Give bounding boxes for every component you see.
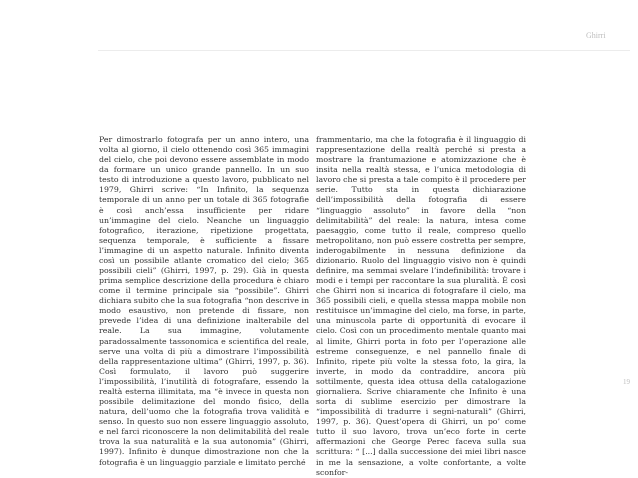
text-column-right: frammentario, ma che la fotografia è il linguaggio di rappresentazione della realtà perché si presta a mostrare la frantumazione e atomizzazione che è insita nella realtà stessa, e l’unica metodologia di lavoro che si presta a tale compito è il procedere per serie. Tutto sta in questa dichiarazione dell’impossibilità della fotografia di essere “linguaggio assoluto” in favore della “non delimitabilità” del reale: la natura, intesa come paesaggio, come tutto il reale, compreso quello metropolitano, non può essere costretta per sempre, inderogabilmente in nessuna definizione da dizionario. Ruolo del linguaggio visivo non è quindi definire, ma semmai svelare l’indefinibilità: trovare i modi e i tempi per raccontare la sua pluralità. È così che Ghirri non si incarica di fotografare il cielo, ma 365 possibili cieli, e quella stessa mappa mobile non restituisce un’immagine del cielo, ma forse, in parte, una minuscola parte di opportunità di evocare il cielo. Così con un procedimento mentale quanto mai al limite, Ghirri porta in foto per l’operazione alle estreme conseguenze, e nel pannello finale di Infinito, ripete più volte la stessa foto, la gira, la inverte, in modo da contraddire, ancora più sottilmente, questa idea ottusa della catalogazione giornaliera. Scrive chiaramente che Infinito è una sorta di sublime esercizio per dimostrare la “impossibilità di tradurre i segni-naturali” (Ghirri, 1997, p. 36). Quest’opera di Ghirri, un po’ come tutto il suo lavoro, trova un’eco forte in certe affermazioni che George Perec faceva sulla sua scrittura: “ [...] dalla successione dei miei libri nasce in me la sensazione, a volte confortante, a volte sconfor- [316, 135, 526, 477]
page-number: 19 [623, 378, 630, 386]
header-divider [98, 50, 630, 51]
text-column-left: Per dimostrarlo fotografa per un anno intero, una volta al giorno, il cielo ottenendo così 365 immagini del cielo, che poi devono essere assemblate in modo da formare un unico grande pannello. In un suo testo di introduzione a questo lavoro, pubblicato nel 1979, Ghirri scrive: “In Infinito, la sequenza temporale di un anno per un totale di 365 fotografie è così anch’essa insufficiente per ridare un’immagine del cielo. Neanche un linguaggio fotografico, iterazione, ripetizione progettata, sequenza temporale, è sufficiente a fissare l’immagine di un aspetto naturale. Infinito diventa così un possibile atlante cromatico del cielo; 365 possibili cieli” (Ghirri, 1997, p. 29). Già in questa prima semplice descrizione della procedura è chiaro come il termine principale sia “possibile”. Ghirri dichiara subito che la sua fotografia “non descrive in modo esaustivo, non pretende di fissare, non prevede l’idea di una definizione inalterabile del reale. La sua immagine, volutamente paradossalmente tassonomica e scientifica del reale, serve una volta di più a dimostrare l’impossibilità della rappresentazione ultima” (Ghirri, 1997, p. 36). Così formulato, il lavoro può suggerire l’impossibilità, l’inutilità di fotografare, essendo la realtà esterna illimitata, ma “è invece in questa non possibile delimitazione del mondo fisico, della natura, dell’uomo che la fotografia trova validità e senso. In questo suo non essere linguaggio assoluto, e nel farci riconoscere la non delimitabilità del reale trova la sua naturalità e la sua autonomia” (Ghirri, 1997). Infinito è dunque dimostrazione non che la fotografia è un linguaggio parziale e limitato perché [99, 135, 309, 467]
running-head: Ghirri [586, 31, 606, 40]
